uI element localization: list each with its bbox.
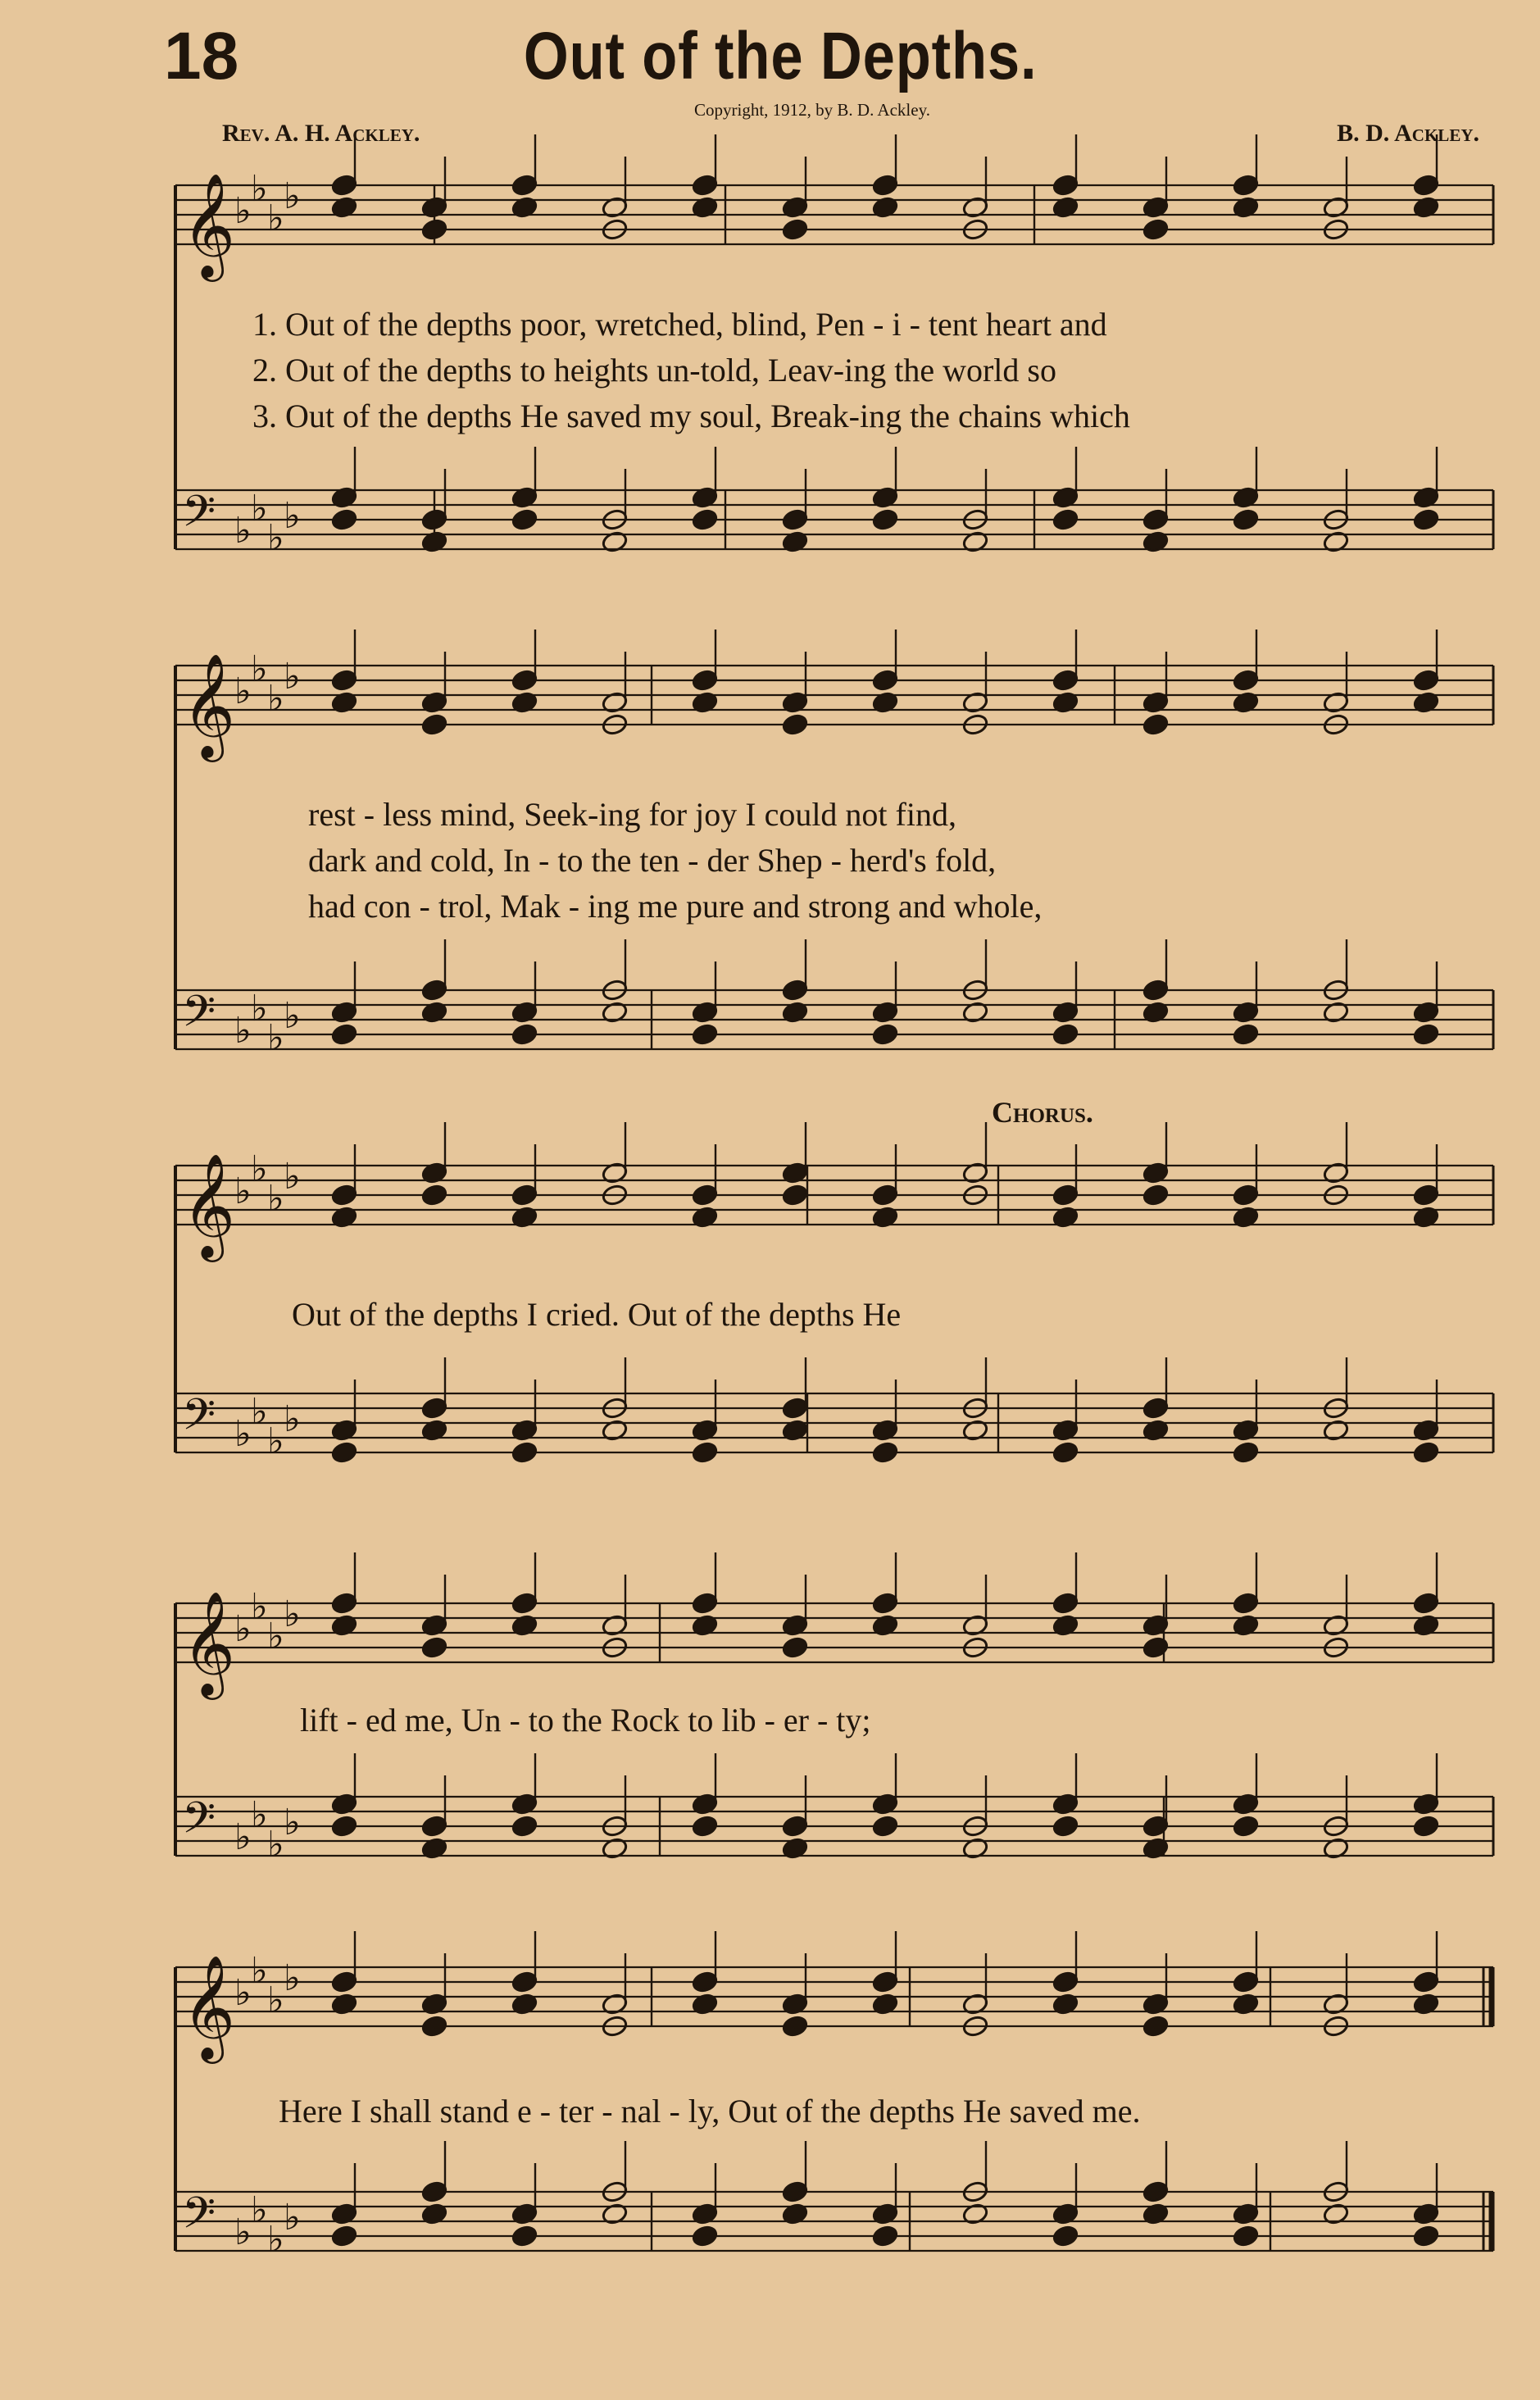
note-head — [1052, 2225, 1079, 2248]
note-head — [511, 1441, 538, 1464]
flat-icon: ♭ — [284, 175, 301, 217]
note-head — [1052, 669, 1079, 692]
flat-icon: ♭ — [234, 1816, 252, 1858]
flat-icon: ♭ — [284, 495, 301, 537]
note-head — [1142, 2015, 1169, 2038]
note-head — [1412, 1592, 1439, 1615]
treble-clef-icon: 𝄞 — [182, 172, 236, 277]
note-head — [330, 2225, 357, 2248]
note-head — [871, 508, 898, 531]
note-head — [1412, 1023, 1439, 1046]
note-head — [511, 1815, 538, 1838]
note-head — [1142, 2180, 1169, 2203]
note-head — [330, 1441, 357, 1464]
note-head — [330, 1815, 357, 1838]
note-head — [1142, 1397, 1169, 1420]
chorus-line-1: Out of the depths I cried. Out of the depths He — [292, 1296, 902, 1333]
note-head — [420, 1184, 447, 1207]
note-head — [1142, 713, 1169, 736]
note-head — [511, 669, 538, 692]
note-head — [420, 2015, 447, 2038]
note-head — [691, 2225, 718, 2248]
flat-icon: ♭ — [234, 2211, 252, 2253]
flat-icon: ♭ — [251, 168, 268, 210]
flat-icon: ♭ — [234, 1413, 252, 1455]
flat-icon: ♭ — [284, 1398, 301, 1440]
note-head — [1412, 1441, 1439, 1464]
note-head — [1412, 2225, 1439, 2248]
flat-icon: ♭ — [234, 1972, 252, 2014]
bass-clef-icon: 𝄢 — [182, 2189, 216, 2249]
note-head — [871, 1592, 898, 1615]
treble-clef-icon: 𝄞 — [182, 1954, 236, 2059]
note-head — [1052, 1970, 1079, 1993]
note-head — [871, 1970, 898, 1993]
note-head — [1052, 1592, 1079, 1615]
note-head — [691, 1184, 718, 1207]
flat-icon: ♭ — [251, 1586, 268, 1628]
note-head — [781, 979, 808, 1002]
note-head — [1412, 508, 1439, 531]
flat-icon: ♭ — [267, 517, 284, 559]
flat-icon: ♭ — [234, 1608, 252, 1650]
note-head — [691, 1970, 718, 1993]
note-head — [511, 1592, 538, 1615]
flat-icon: ♭ — [267, 1017, 284, 1059]
note-head — [420, 713, 447, 736]
note-head — [871, 1184, 898, 1207]
flat-icon: ♭ — [251, 1148, 268, 1190]
flat-icon: ♭ — [234, 670, 252, 712]
chorus-line-2: lift - ed me, Un - to the Rock to lib - er - ty; — [300, 1702, 871, 1739]
note-head — [330, 1970, 357, 1993]
hymn-number: 18 — [164, 19, 239, 93]
note-head — [1232, 1023, 1259, 1046]
note-head — [1412, 669, 1439, 692]
note-head — [691, 508, 718, 531]
note-head — [781, 218, 808, 241]
note-head — [781, 508, 808, 531]
copyright-notice: Copyright, 1912, by B. D. Ackley. — [694, 100, 930, 120]
treble-clef-icon: 𝄞 — [182, 652, 236, 757]
note-head — [871, 174, 898, 197]
note-head — [1232, 669, 1259, 692]
note-head — [871, 669, 898, 692]
flat-icon: ♭ — [284, 1802, 301, 1843]
bass-clef-icon: 𝄢 — [182, 987, 216, 1048]
note-head — [871, 2225, 898, 2248]
note-head — [511, 1970, 538, 1993]
note-head — [871, 1023, 898, 1046]
chorus-line-3: Here I shall stand e - ter - nal - ly, Out of the depths He saved me. — [279, 2093, 1141, 2130]
note-head — [1052, 1023, 1079, 1046]
note-head — [1412, 1815, 1439, 1838]
note-head — [1052, 1815, 1079, 1838]
note-head — [1052, 1441, 1079, 1464]
author-credit: Rev. A. H. Ackley. — [222, 120, 420, 147]
verse-3-line-2: had con - trol, Mak - ing me pure and strong and whole, — [308, 888, 1043, 925]
flat-icon: ♭ — [267, 1980, 284, 2021]
flat-icon: ♭ — [234, 1010, 252, 1052]
note-head — [1142, 979, 1169, 1002]
flat-icon: ♭ — [284, 1156, 301, 1198]
flat-icon: ♭ — [251, 2189, 268, 2231]
flat-icon: ♭ — [284, 2197, 301, 2239]
flat-icon: ♭ — [284, 995, 301, 1037]
flat-icon: ♭ — [251, 1950, 268, 1992]
note-head — [1142, 508, 1169, 531]
flat-icon: ♭ — [251, 1391, 268, 1433]
note-head — [781, 2015, 808, 2038]
flat-icon: ♭ — [234, 510, 252, 552]
flat-icon: ♭ — [267, 1178, 284, 1220]
note-head — [1052, 174, 1079, 197]
note-head — [1052, 508, 1079, 531]
flat-icon: ♭ — [267, 1616, 284, 1657]
bass-clef-icon: 𝄢 — [182, 1390, 216, 1451]
note-head — [781, 1397, 808, 1420]
note-head — [691, 1023, 718, 1046]
note-head — [691, 1441, 718, 1464]
note-head — [420, 1815, 447, 1838]
note-head — [1232, 1592, 1259, 1615]
note-head — [511, 508, 538, 531]
note-head — [1142, 1184, 1169, 1207]
note-head — [691, 1815, 718, 1838]
note-head — [420, 1636, 447, 1659]
treble-clef-icon: 𝄞 — [182, 1590, 236, 1695]
flat-icon: ♭ — [234, 190, 252, 232]
chorus-label: Chorus. — [992, 1096, 1093, 1129]
flat-icon: ♭ — [267, 2219, 284, 2261]
verse-2-line-2: dark and cold, In - to the ten - der Shep - herd's fold, — [308, 842, 997, 879]
note-head — [420, 2180, 447, 2203]
note-head — [330, 1023, 357, 1046]
note-head — [781, 713, 808, 736]
note-head — [330, 1592, 357, 1615]
flat-icon: ♭ — [284, 1957, 301, 1999]
note-head — [511, 2225, 538, 2248]
note-head — [691, 669, 718, 692]
note-head — [511, 1184, 538, 1207]
hymn-title: Out of the Depths. — [523, 19, 1038, 93]
flat-icon: ♭ — [251, 988, 268, 1030]
note-head — [1232, 1970, 1259, 1993]
flat-icon: ♭ — [251, 488, 268, 530]
verse-1-line-2: rest - less mind, Seek-ing for joy I could not find, — [308, 796, 956, 833]
note-head — [1412, 174, 1439, 197]
note-head — [420, 1397, 447, 1420]
bass-clef-icon: 𝄢 — [182, 1793, 216, 1854]
note-head — [1232, 508, 1259, 531]
note-head — [1232, 2225, 1259, 2248]
note-head — [1142, 1815, 1169, 1838]
bass-clef-icon: 𝄢 — [182, 487, 216, 548]
flat-icon: ♭ — [267, 1824, 284, 1866]
note-head — [1142, 1636, 1169, 1659]
flat-icon: ♭ — [284, 1593, 301, 1635]
flat-icon: ♭ — [267, 678, 284, 720]
note-head — [1232, 1441, 1259, 1464]
note-head — [1142, 218, 1169, 241]
note-head — [781, 1815, 808, 1838]
flat-icon: ♭ — [251, 1794, 268, 1836]
flat-icon: ♭ — [234, 1170, 252, 1212]
note-head — [691, 1592, 718, 1615]
note-head — [781, 1636, 808, 1659]
note-head — [330, 669, 357, 692]
note-head — [420, 979, 447, 1002]
note-head — [330, 174, 357, 197]
note-head — [871, 1815, 898, 1838]
note-head — [1232, 1815, 1259, 1838]
note-head — [781, 2180, 808, 2203]
note-head — [1232, 174, 1259, 197]
note-head — [420, 508, 447, 531]
verse-1-line-1: 1. Out of the depths poor, wretched, blind, Pen - i - tent heart and — [252, 306, 1107, 343]
verse-3-line-1: 3. Out of the depths He saved my soul, Break-ing the chains which — [252, 398, 1130, 434]
note-head — [1412, 1184, 1439, 1207]
note-head — [691, 174, 718, 197]
note-head — [1412, 1970, 1439, 1993]
verse-2-line-1: 2. Out of the depths to heights un-told, Leav-ing the world so — [252, 352, 1056, 389]
composer-credit: B. D. Ackley. — [1337, 120, 1479, 147]
treble-clef-icon: 𝄞 — [182, 1152, 236, 1257]
note-head — [511, 174, 538, 197]
note-head — [330, 508, 357, 531]
flat-icon: ♭ — [267, 198, 284, 239]
flat-icon: ♭ — [267, 1420, 284, 1462]
note-head — [1052, 1184, 1079, 1207]
note-head — [420, 218, 447, 241]
note-head — [871, 1441, 898, 1464]
note-head — [330, 1184, 357, 1207]
flat-icon: ♭ — [251, 648, 268, 690]
note-head — [781, 1184, 808, 1207]
note-head — [1232, 1184, 1259, 1207]
note-head — [511, 1023, 538, 1046]
flat-icon: ♭ — [284, 656, 301, 698]
